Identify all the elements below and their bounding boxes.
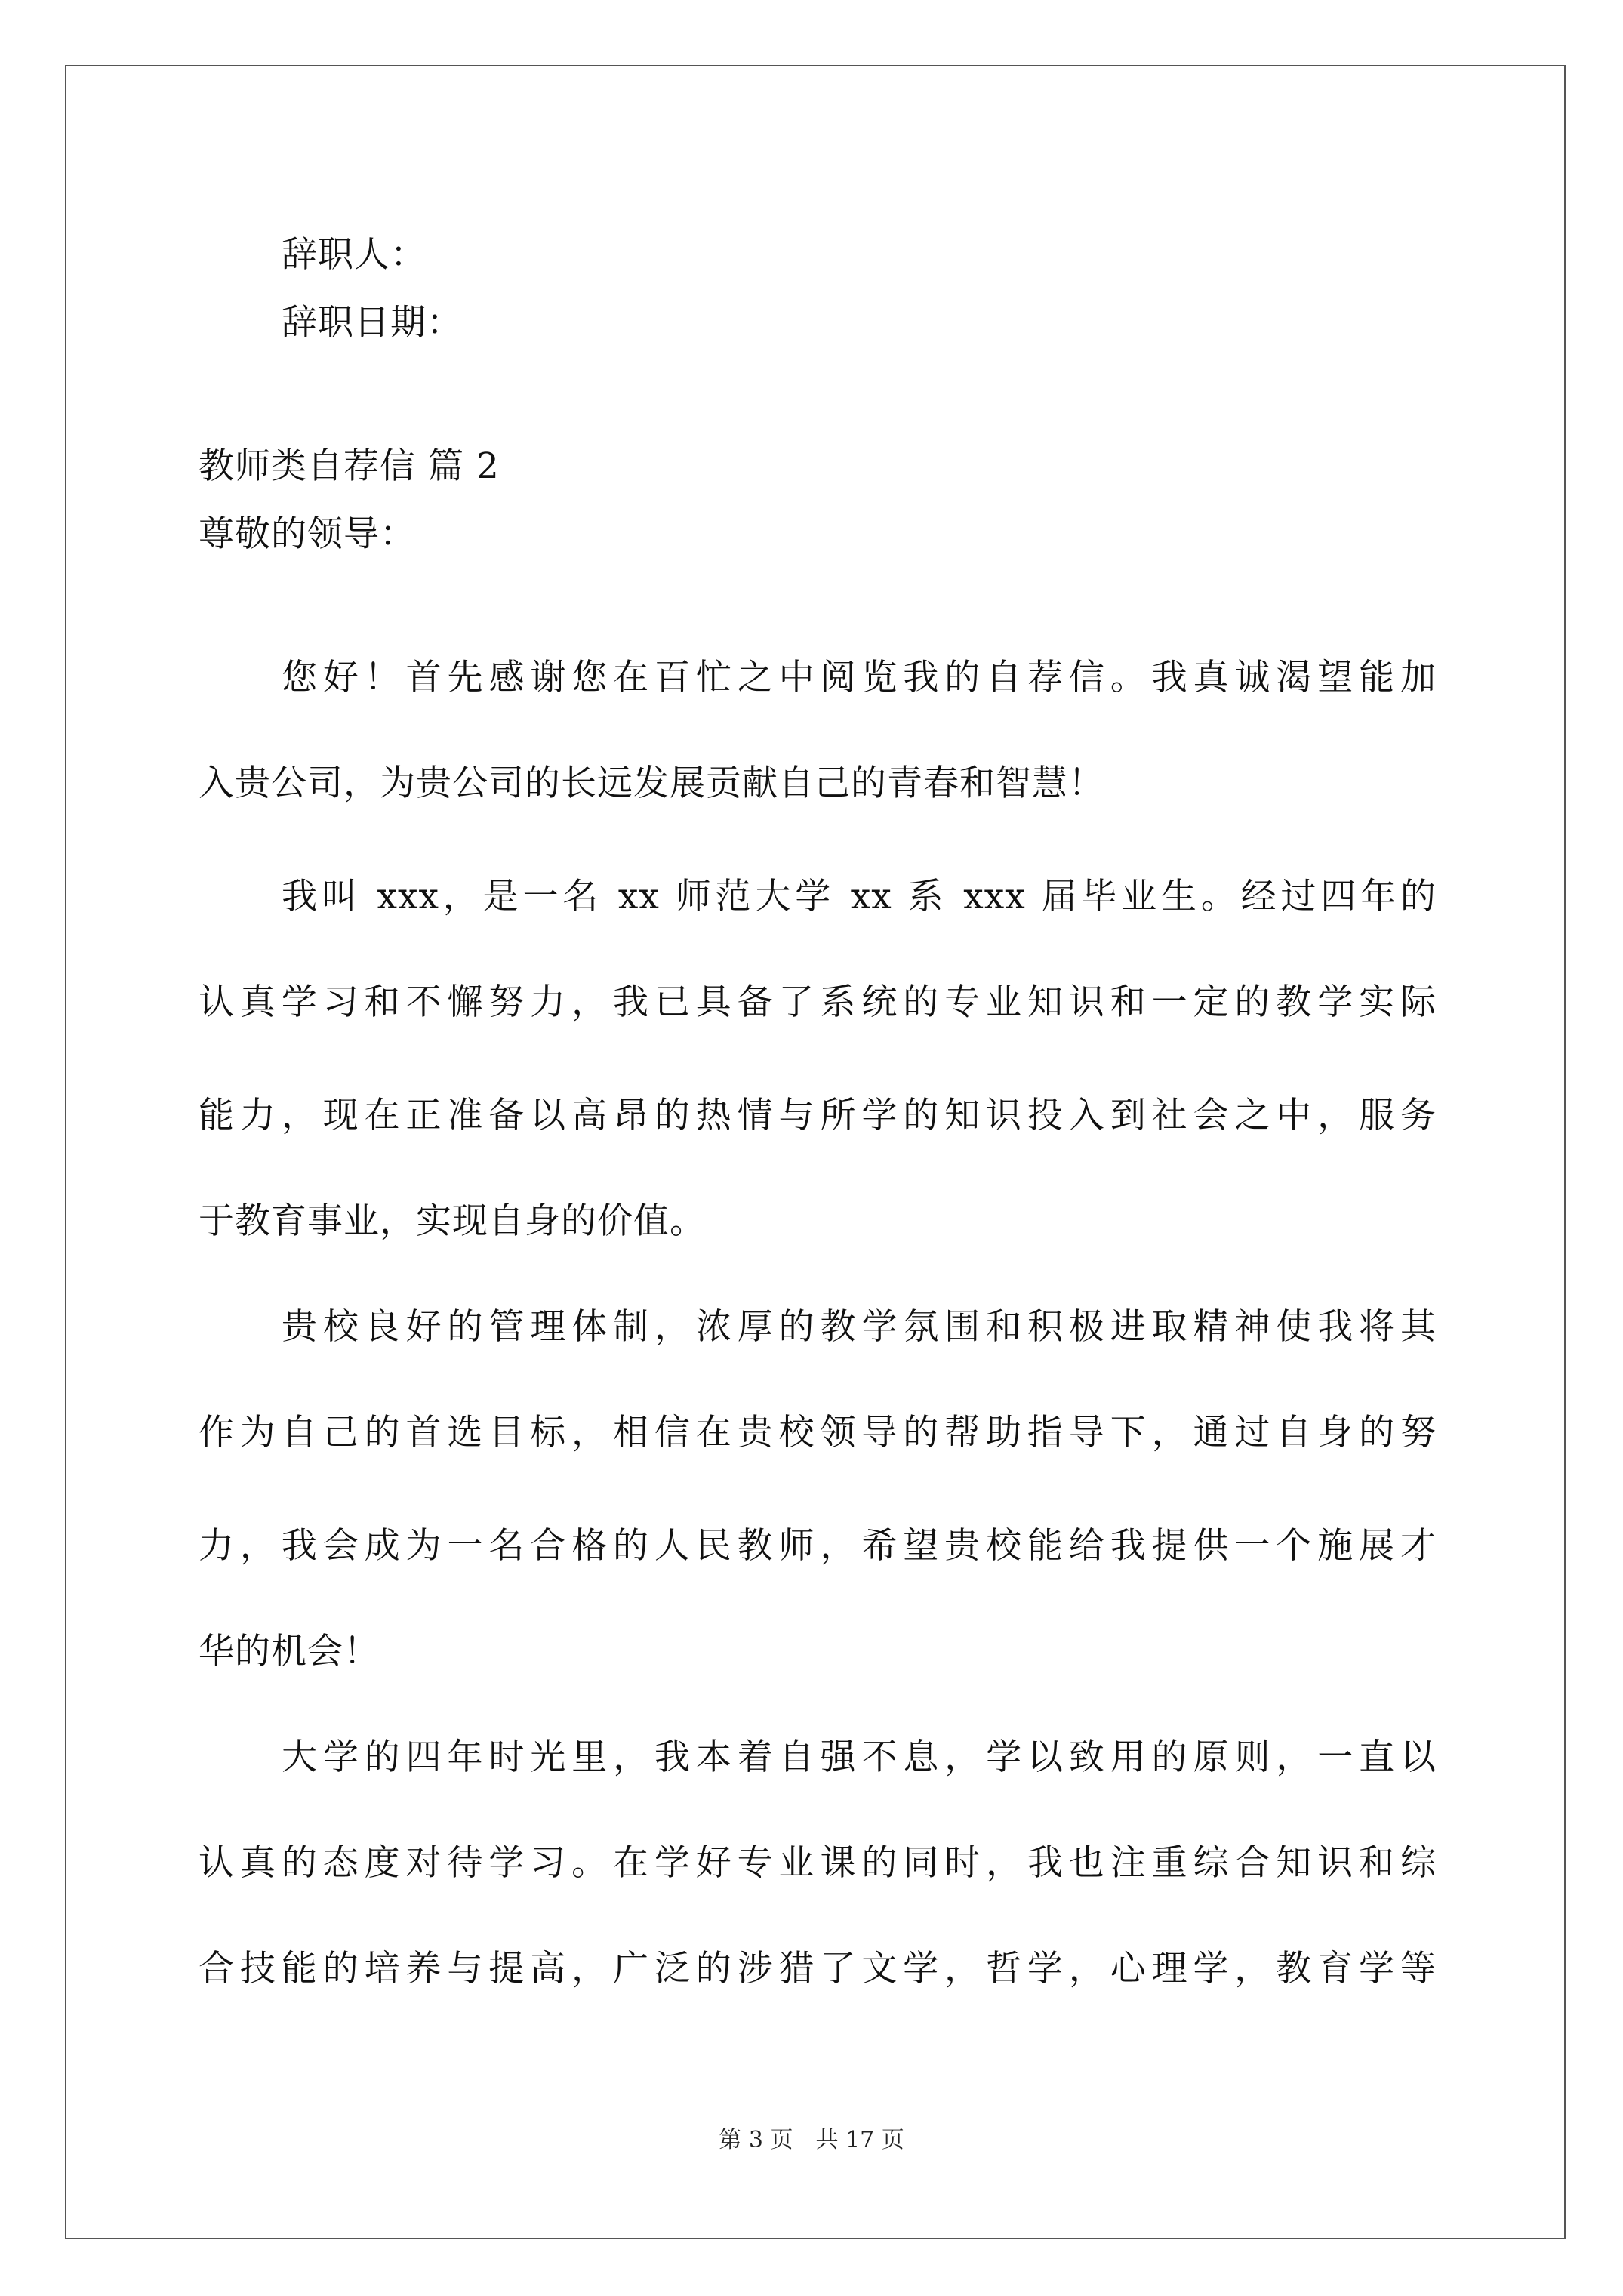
paragraph-line: 合技能的培养与提高，广泛的涉猎了文学，哲学，心理学，教育学等 [199,1948,1437,1989]
signer-label: 辞职人： [282,234,427,276]
paragraph-line: 大学的四年时光里，我本着自强不息，学以致用的原则，一直以 [282,1737,1437,1778]
paragraph-line: 贵校良好的管理体制，浓厚的教学氛围和积极进取精神使我将其 [282,1306,1437,1348]
paragraph-line: 作为自己的首选目标，相信在贵校领导的帮助指导下，通过自身的努 [199,1412,1437,1453]
salutation: 尊敬的领导： [199,513,416,555]
paragraph-line: 入贵公司，为贵公司的长远发展贡献自己的青春和智慧！ [199,763,1104,804]
paragraph-line: 认真学习和不懈努力，我已具备了系统的专业知识和一定的教学实际 [199,982,1437,1023]
paragraph-line: 于教育事业，实现自身的价值。 [199,1200,706,1242]
page-footer: 第 3 页 共 17 页 [719,2127,904,2153]
date-label: 辞职日期： [282,302,463,344]
paragraph-line: 华的机会！ [199,1631,380,1672]
section-heading: 教师类自荐信 篇 2 [199,445,500,487]
paragraph-line: 您好！首先感谢您在百忙之中阅览我的自荐信。我真诚渴望能加 [282,657,1437,698]
page-border [65,65,1566,2239]
paragraph-line: 认真的态度对待学习。在学好专业课的同时，我也注重综合知识和综 [199,1842,1437,1884]
paragraph-line: 力，我会成为一名合格的人民教师，希望贵校能给我提供一个施展才 [199,1525,1437,1567]
paragraph-line: 我叫 xxx，是一名 xx 师范大学 xx 系 xxx 届毕业生。经过四年的 [282,876,1437,917]
paragraph-line: 能力，现在正准备以高昂的热情与所学的知识投入到社会之中，服务 [199,1095,1437,1136]
